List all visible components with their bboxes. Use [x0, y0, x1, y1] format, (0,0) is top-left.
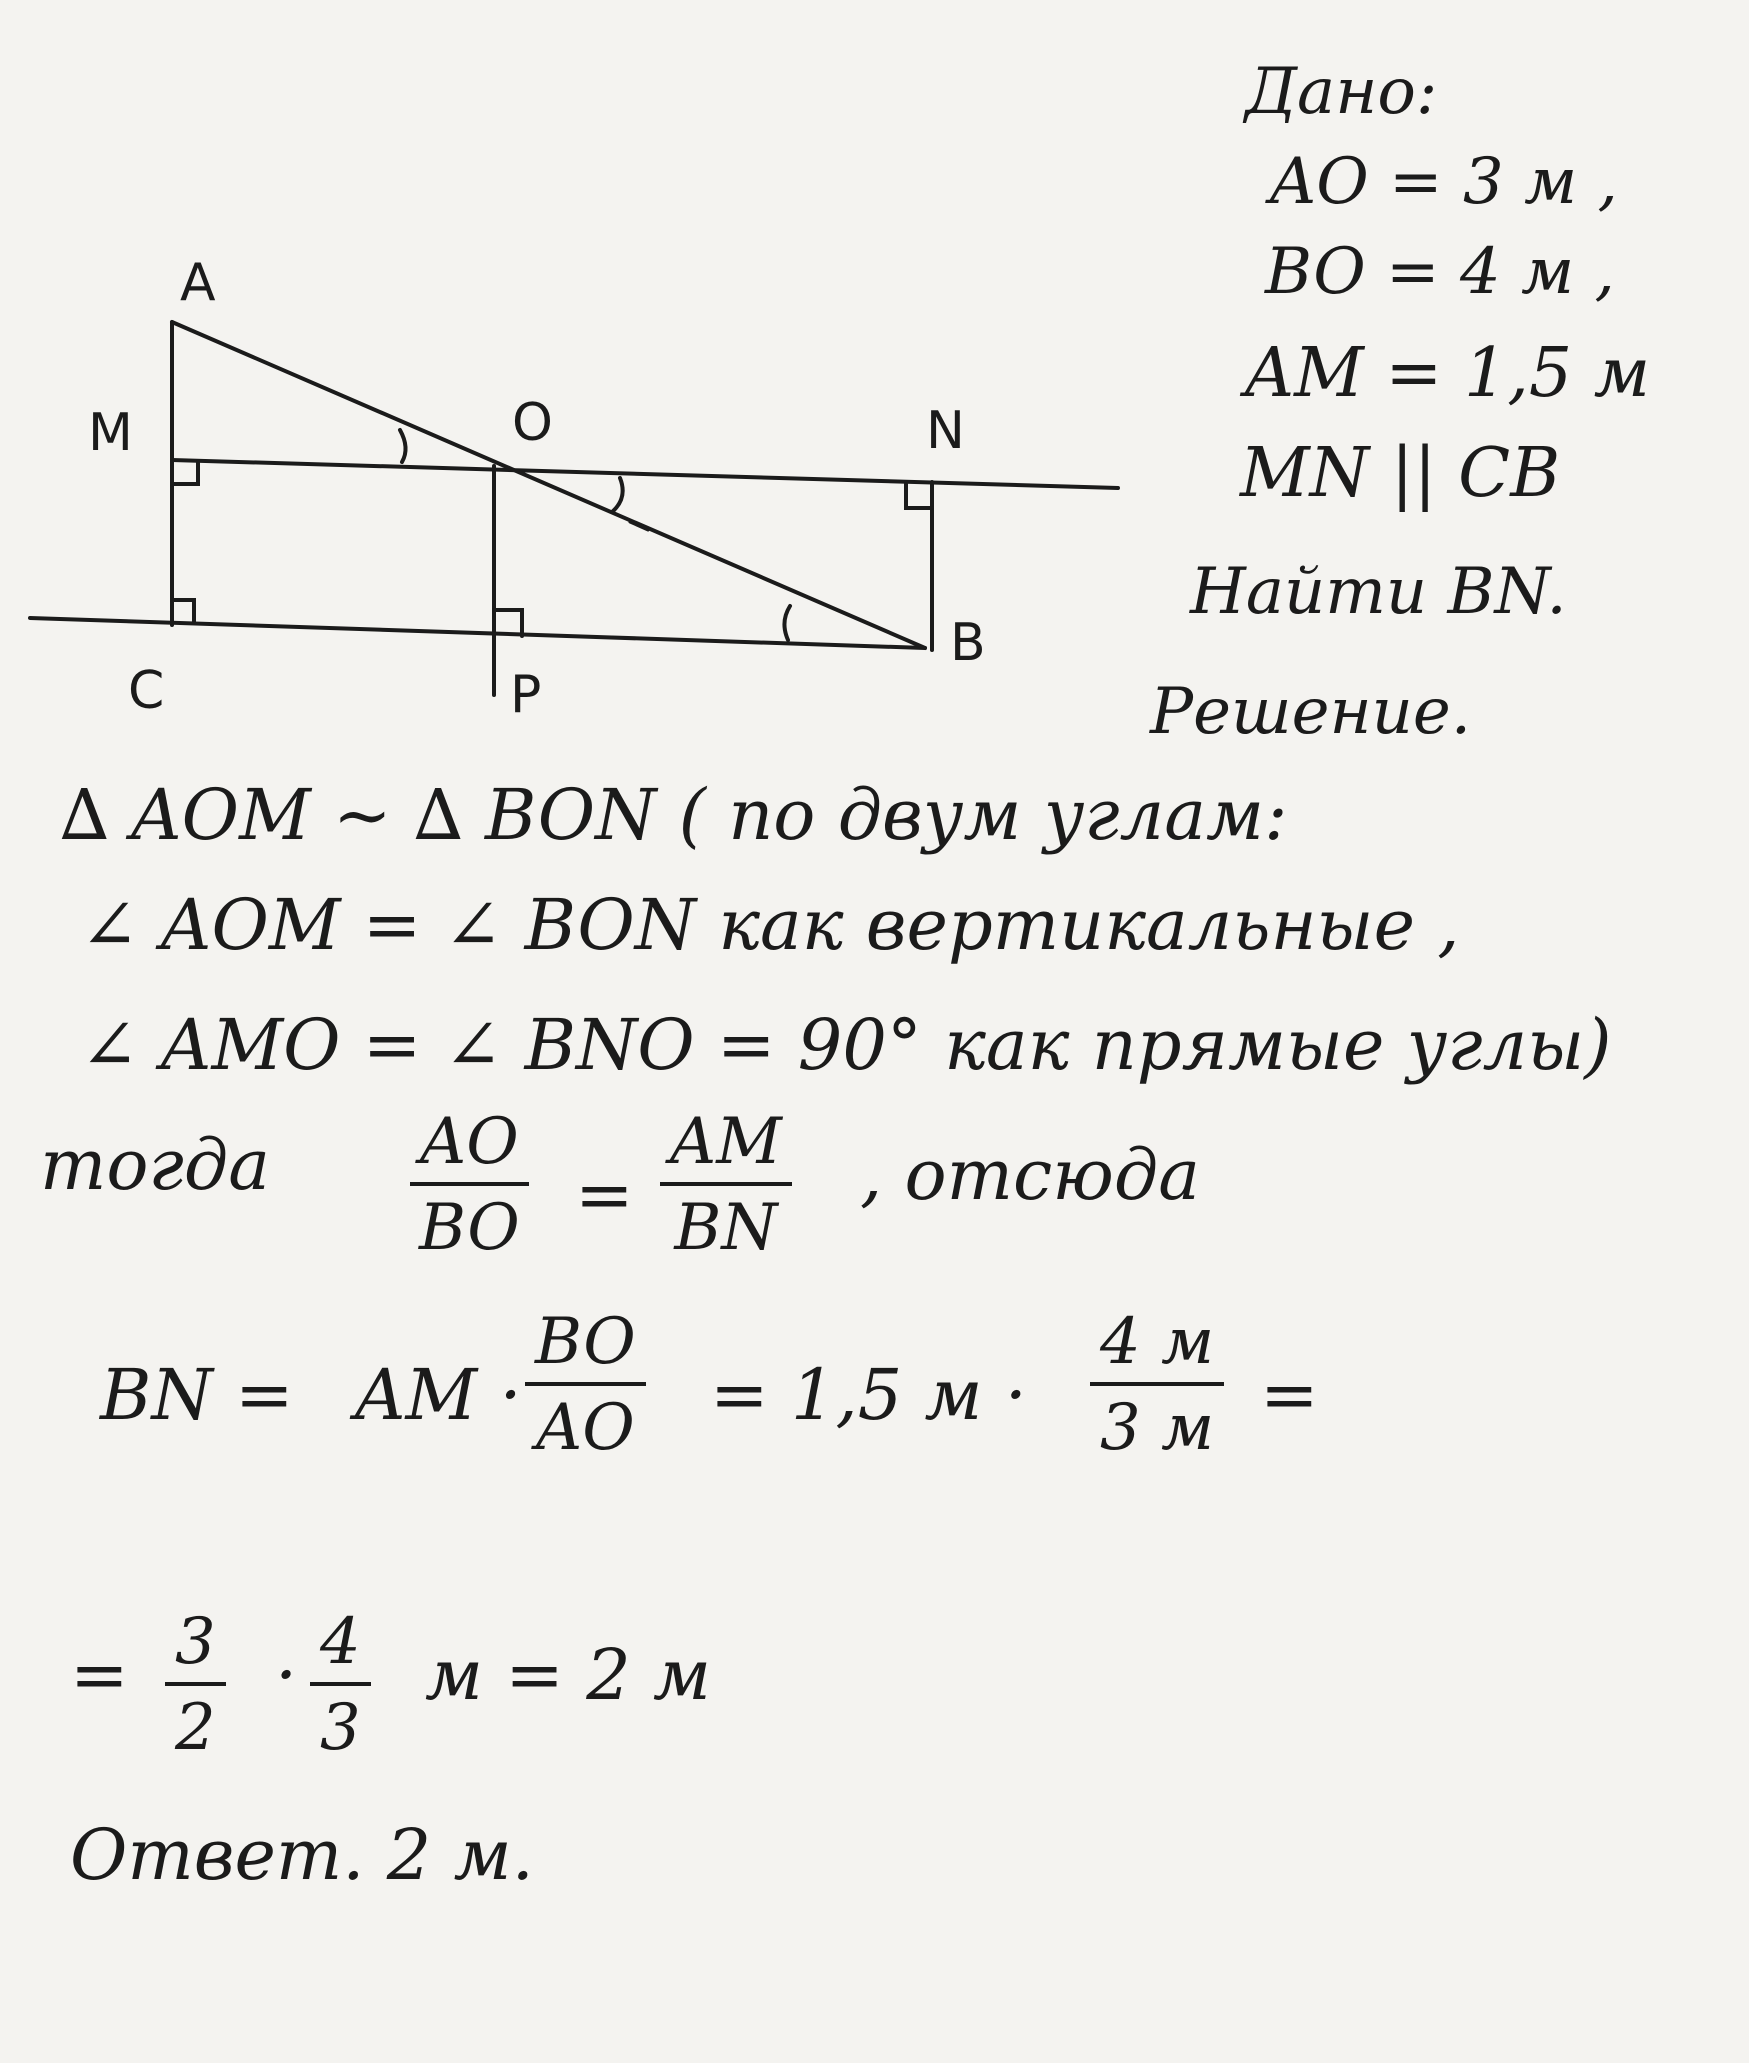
fraction-am-bn	[660, 1105, 792, 1265]
right-angle-c	[172, 600, 194, 622]
given-line-3: AM = 1,5 м	[1245, 334, 1651, 413]
solution-line-3: ∠ AMO = ∠ BNO = 90° как прямые углы)	[80, 1004, 1612, 1086]
fraction-denominator: BN	[674, 1191, 778, 1265]
fraction-3-2	[165, 1605, 226, 1765]
fraction-denominator: 2	[175, 1691, 216, 1765]
answer-text: Ответ. 2 м.	[70, 1814, 534, 1896]
point-label-p: P	[510, 665, 542, 725]
then-label: тогда	[40, 1124, 270, 1206]
middle-expression: = 1,5 м ·	[710, 1354, 1028, 1436]
fraction-ao-bo	[410, 1105, 529, 1265]
fraction-numerator: AM	[660, 1110, 792, 1186]
hence-text: , отсюда	[860, 1134, 1200, 1216]
fraction-numerator: 4 м	[1090, 1310, 1224, 1386]
find-text: Найти BN.	[1190, 555, 1567, 629]
fraction-denominator: 3	[320, 1691, 361, 1765]
fraction-bo-ao	[525, 1305, 646, 1465]
point-label-n: N	[926, 401, 965, 461]
fraction-denominator: AO	[536, 1391, 635, 1465]
line-ab	[172, 322, 925, 648]
angle-arc-bon	[612, 478, 623, 512]
point-label-a: A	[180, 253, 216, 313]
right-angle-n	[906, 484, 932, 508]
fraction-numerator: 4	[310, 1610, 371, 1686]
given-line-1: AO = 3 м ,	[1270, 145, 1618, 219]
given-line-2: BO = 4 м ,	[1265, 235, 1615, 309]
fraction-denominator: BO	[419, 1191, 520, 1265]
point-label-b: B	[950, 613, 986, 673]
solution-line-2: ∠ AOM = ∠ BON как вертикальные ,	[80, 884, 1460, 966]
fraction-4m-3m	[1090, 1305, 1224, 1465]
point-label-m: M	[88, 403, 133, 463]
angle-arc-aom	[400, 430, 406, 462]
result-text: м = 2 м	[425, 1634, 712, 1716]
equals-start: =	[70, 1634, 129, 1716]
given-line-4: MN || CB	[1240, 434, 1561, 513]
given-title: Дано:	[1245, 55, 1438, 129]
point-label-o: O	[512, 393, 553, 453]
fraction-4-3	[310, 1605, 371, 1765]
angle-arc-b	[784, 606, 790, 640]
fraction-numerator: AO	[410, 1110, 529, 1186]
fraction-denominator: 3 м	[1100, 1391, 1215, 1465]
solution-title: Решение.	[1150, 675, 1472, 749]
solution-line-1: ∆ AOM ~ ∆ BON ( по двум углам:	[60, 774, 1288, 856]
point-label-c: C	[128, 661, 165, 721]
fraction-numerator: 3	[165, 1610, 226, 1686]
right-angle-m	[172, 462, 198, 484]
line-cb	[30, 618, 925, 648]
equals-end: =	[1260, 1354, 1319, 1436]
am-dot: AM ·	[355, 1354, 522, 1436]
fraction-numerator: BO	[525, 1310, 646, 1386]
equals-sign: =	[575, 1154, 634, 1236]
line-mn	[172, 460, 1118, 488]
multiply-dot: ·	[275, 1634, 298, 1716]
bn-label: BN =	[100, 1354, 294, 1436]
